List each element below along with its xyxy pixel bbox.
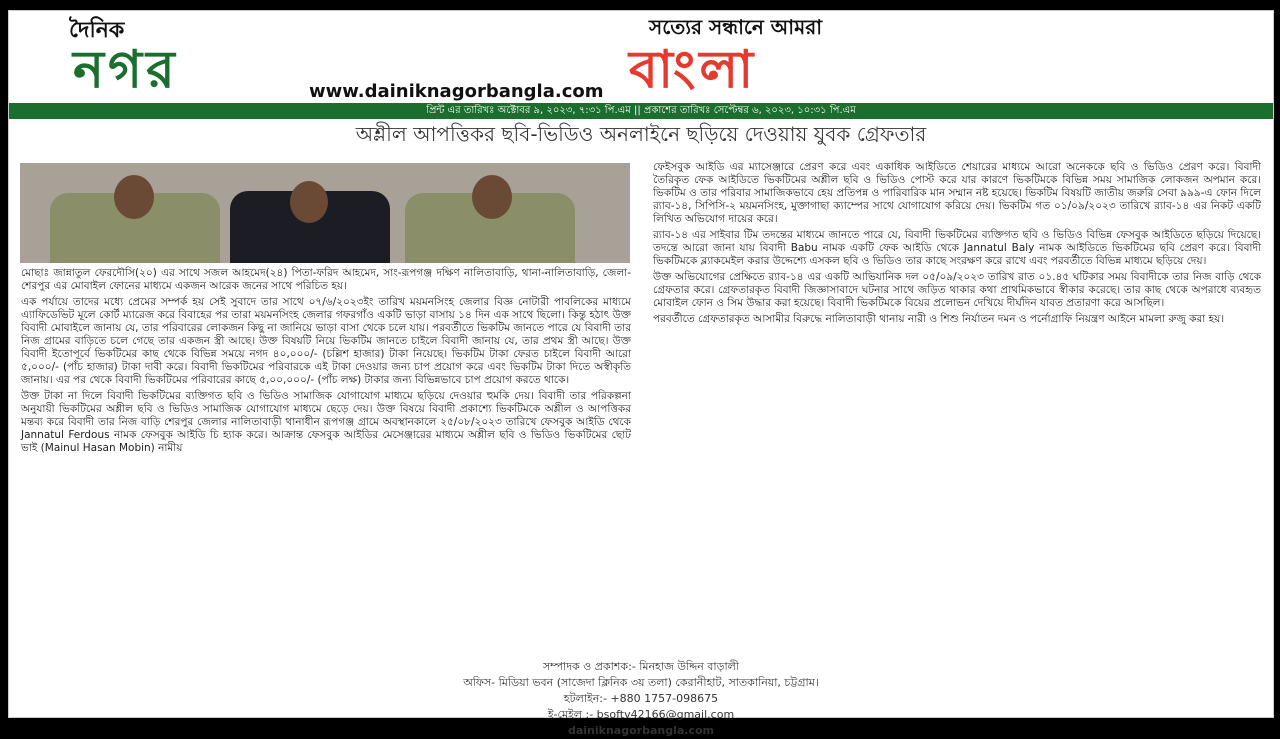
footer-hotline[interactable]: হটলাইন:- +880 1757-098675 <box>563 692 719 705</box>
paragraph: মোছাঃ জান্নাতুল ফেরদৌসি(২০) এর সাথে সজল আহমেদ(২৪) পিতা-ফরিদ আহমেদ, সাং-রূপগঞ্জ দক্ষিণ নালিতাবাড়ি, থানা-নালিতাবাড়ি, জেলা-শেরপুর এর মোবাইল ফোনের মাধ্যমে একজন আরেক জনের সাথে পরিচিত হয়। <box>21 267 631 292</box>
masthead-name-right: বাংলা <box>629 40 758 100</box>
footer <box>9 659 1273 739</box>
dateline-bar: প্রিন্ট এর তারিখঃ অক্টোবর ৯, ২০২৩, ৭:৩১ পি.এম || প্রকাশের তারিখঃ সেপ্টেম্বর ৬, ২০২৩, ১০:৩১ পি.এম <box>9 103 1273 119</box>
masthead-daily: দৈনিক <box>69 18 125 43</box>
footer-editor: সম্পাদক ও প্রকাশক:- মিনহাজ উদ্দিন বাড়ালী <box>543 660 739 673</box>
footer-website[interactable]: dainiknagorbangla.com <box>567 724 714 737</box>
footer-office: অফিস- মিডিয়া ভবন (সাজেদা ক্লিনিক ৩য় তলা) কেরানীহাট, সাতকানিয়া, চট্টগ্রাম। <box>463 676 819 689</box>
article-headline: অশ্লীল আপত্তিকর ছবি-ভিডিও অনলাইনে ছড়িয়ে দেওয়ায় যুবক গ্রেফতার <box>355 122 927 146</box>
masthead-tagline: সত্যের সন্ধানে আমরা <box>649 15 823 39</box>
masthead-website[interactable]: www.dainiknagorbangla.com <box>309 81 604 102</box>
person-right-head <box>472 175 512 219</box>
newspaper-page <box>8 10 1274 737</box>
article-column-right <box>653 161 1261 661</box>
person-center-head <box>290 181 328 223</box>
person-left-head <box>114 175 154 219</box>
masthead <box>9 11 1273 101</box>
paragraph: পরবর্তীতে গ্রেফতারকৃত আসামীর বিরুদ্ধে নালিতাবাড়ী থানায় নারী ও শিশু নির্যাতন দমন ও পর্নোগ্রাফি নিয়ন্ত্রণ আইনে মামলা রুজু করা হয়। <box>653 313 1225 325</box>
article-column-left <box>21 267 631 661</box>
paragraph: এক পর্যায়ে তাদের মধ্যে প্রেমের সম্পর্ক হয় সেই সুবাদে তার সাথে ০৭/৬/২০২৩ইং তারিখ ময়মনসিংহ জেলার বিজ্ঞ নোটারী পাবলিকের মাধ্যমে এ্যাফিডেভিট মূলে কোর্ট ম্যারেজ করে বিবাহের পর তারা ময়মনসিংহ জেলার গফরগাঁও একটি ভাড়া বাসায় ১৪ দিন এক সাথে ছিলো। কিন্তু হঠাৎ উক্ত বিবাদী মোবাইলে জানায় যে, তার পরিবারের লোকজন কিছু না জানিয়ে ভাড়া বাসা থেকে চলে যায়। পরবর্তীতে ভিকটিম জানতে পারে যে বিবাদী তার নিজ গ্রামের বাড়িতে চলে গেছে তার একজন স্ত্রী আছে। উক্ত বিষয়টি নিয়ে ভিকটিম জানতে চাইলে বিবাদী জানায় যে, তার প্রথম স্ত্রী আছে। উক্ত বিবাদী ইতোপূর্বে ভিকটিমের কাছ থেকে বিভিন্ন সময়ে নগদ ৪০,০০০/- (চল্লিশ হাজার) টাকা নিয়েছে। ভিকটিম টাকা ফেরত চাইলে বিবাদী আরো ৫,০০০/- (পাঁচ হাজার) টাকা দাবী করে। বিবাদী ভিকটিমের পরিবারকে এই টাকা দেওয়ার জন্য চাপ প্রয়োগ করে এবং ভিকটিম টাকা দিতে অস্বীকৃতি জানায়। এর পর থেকে বিবাদী ভিকটিমের পরিবারের কাছে ৫,০০,০০০/- (পাঁচ লক্ষ) টাকার জন্য বিভিন্নভাবে চাপ প্রয়োগ করতে থাকে। <box>21 296 631 386</box>
footer-email[interactable]: ই-মেইল :- bsoftv42166@gmail.com <box>547 708 735 721</box>
article-photo <box>20 163 630 263</box>
paragraph: উক্ত টাকা না দিলে বিবাদী ভিকটিমের ব্যক্তিগত ছবি ও ভিডিও সামাজিক যোগাযোগ মাধ্যমে ছড়িয়ে দেওয়ার হুমকি দেয়। বিবাদী তার পরিকল্পনা অনুযায়ী ভিকটিমের অশ্লীল ছবি ও ভিডিও সামাজিক যোগাযোগ মাধ্যমে ছেড়ে দেয়। উক্ত বিষয়ে বিবাদী প্রকাশ্যে ভিকটিমকে অশ্লীল ও আপত্তিকর মন্তব্য করে বিবাদী তার নিজ বাড়ি শেরপুর জেলার নালিতাবাড়ী থানাধীন রূপগঞ্জ গ্রামে অবস্থানকালে ২৫/০৮/২০২৩ তারিখে ফেসবুক আইডি থেকে Jannatul Ferdous নামক ফেসবুক আইডি চি হ্যাক করে। আক্রান্ত ফেসবুক আইডির মেসেঞ্জারের মাধ্যমে অশ্লীল ছবি ও ভিডিও ভিকটিমের ছোট ভাই (Mainul Hasan Mobin) নামীয় <box>21 390 631 454</box>
paragraph: র‍্যাব-১৪ এর সাইবার টিম তদন্তের মাধ্যমে জানতে পারে যে, বিবাদী ভিকটিমের ব্যক্তিগত ছবি ও ভিডিও বিভিন্ন ফেসবুক আইডিতে ছড়িয়ে দিয়েছে। তদন্তে আরো জানা যায় বিবাদী Babu নামক একটি ফেক আইডি থেকে Jannatul Baly নামক আইডিতে ভিকটিমের ছবি প্রেরণ করে। বিবাদী ভিকটিমকে ব্ল্যাকমেইল করার উদ্দেশ্যে এসকল ছবি ও ভিডিও তার কাছে সংরক্ষণ করে রাখে এবং পরবর্তীতে বিভিন্ন মাধ্যমে ছড়িয়ে দেয়। <box>653 229 1261 267</box>
paragraph: ফেইসবুক আইডি এর ম্যাসেঞ্জারে প্রেরণ করে এবং একাধিক আইডিতে শেয়ারের মাধ্যমে আরো অনেককে ছবি ও ভিডিও প্রেরণ করে। বিবাদী তৈরিকৃত ফেক আইডিতে ভিকটিমের অশ্লীল ছবি ও ভিডিও পোস্ট করে যার কারণে ভিকটিমকে বিভিন্ন সময় সামাজিক লোকজন অপমান করে। ভিকটিম ও তার পরিবার সামাজিকভাবে হেয় প্রতিপন্ন ও পারিবারিক মান সম্মান নষ্ট হয়েছে। ভিকটিম বিষয়টি জাতীয় জরুরি সেবা ৯৯৯-এ ফোন দিলে র‍্যাব-১৪, সিপিসি-২ ময়মনসিংহ, মুক্তাগাছা ক্যাম্পের সাথে যোগাযোগ করিয়ে দেয়। ভিকটিম গত ০১/০৯/২০২৩ তারিখে র‍্যাব-১৪ এর নিকট একটি লিখিত অভিযোগ দায়ের করে। <box>653 161 1261 225</box>
paragraph: উক্ত অভিযোগের প্রেক্ষিতে র‍্যাব-১৪ এর একটি আভিযানিক দল ০৫/০৯/২০২৩ তারিখ রাত ০১.৪৫ ঘটিকার সময় বিবাদীকে তার নিজ বাড়ি থেকে গ্রেফতার করে। গ্রেফতারকৃত বিবাদী জিজ্ঞাসাবাদে ঘটনার সাথে জড়িত থাকার কথা প্রাথমিকভাবে স্বীকার করেছে। তার কাছ থেকে অপরাধে ব্যবহৃত মোবাইল ফোন ও সিম উদ্ধার করা হয়েছে। বিবাদী ভিকটিমকে বিয়ের প্রলোভন দেখিয়ে দীর্ঘদিন যাবত প্রতারণা করে আসছিল। <box>653 271 1261 309</box>
masthead-name-left: নগর <box>73 40 179 100</box>
